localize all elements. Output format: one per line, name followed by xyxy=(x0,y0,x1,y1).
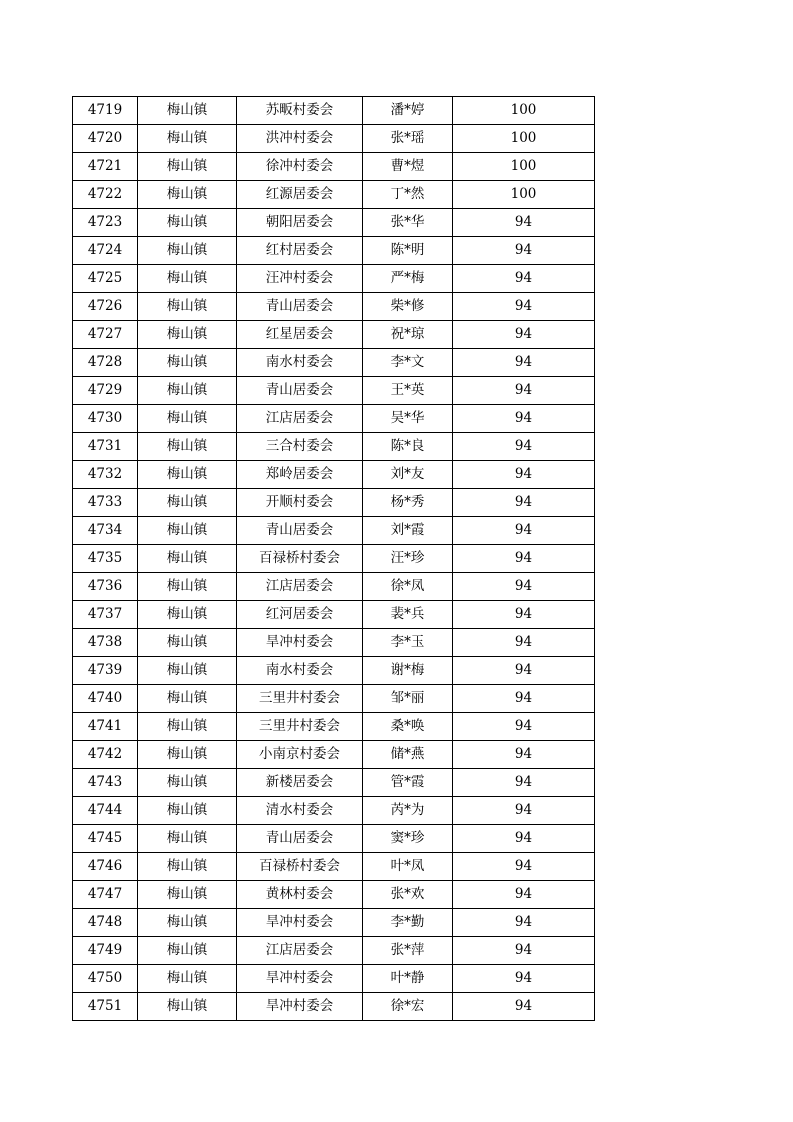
person-name-cell: 张*萍 xyxy=(363,937,453,965)
row-number-cell: 4733 xyxy=(73,489,138,517)
town-cell: 梅山镇 xyxy=(138,265,237,293)
table-row xyxy=(73,517,595,545)
committee-cell: 青山居委会 xyxy=(237,377,363,405)
table-row xyxy=(73,601,595,629)
table-row xyxy=(73,685,595,713)
person-name-cell: 叶*静 xyxy=(363,965,453,993)
amount-cell: 94 xyxy=(453,209,595,237)
amount-cell: 94 xyxy=(453,433,595,461)
town-cell: 梅山镇 xyxy=(138,573,237,601)
record-table xyxy=(72,96,595,1021)
row-number-cell: 4722 xyxy=(73,181,138,209)
town-cell: 梅山镇 xyxy=(138,405,237,433)
committee-cell: 南水村委会 xyxy=(237,657,363,685)
table-row xyxy=(73,461,595,489)
row-number-cell: 4719 xyxy=(73,97,138,125)
row-number-cell: 4721 xyxy=(73,153,138,181)
table-row xyxy=(73,965,595,993)
town-cell: 梅山镇 xyxy=(138,433,237,461)
amount-cell: 94 xyxy=(453,853,595,881)
row-number-cell: 4739 xyxy=(73,657,138,685)
committee-cell: 青山居委会 xyxy=(237,825,363,853)
person-name-cell: 潘*婷 xyxy=(363,97,453,125)
row-number-cell: 4736 xyxy=(73,573,138,601)
amount-cell: 94 xyxy=(453,797,595,825)
row-number-cell: 4730 xyxy=(73,405,138,433)
amount-cell: 94 xyxy=(453,993,595,1021)
town-cell: 梅山镇 xyxy=(138,713,237,741)
person-name-cell: 张*瑶 xyxy=(363,125,453,153)
person-name-cell: 曹*煜 xyxy=(363,153,453,181)
table-row xyxy=(73,657,595,685)
table-row xyxy=(73,293,595,321)
amount-cell: 100 xyxy=(453,153,595,181)
row-number-cell: 4749 xyxy=(73,937,138,965)
committee-cell: 黄林村委会 xyxy=(237,881,363,909)
amount-cell: 94 xyxy=(453,629,595,657)
town-cell: 梅山镇 xyxy=(138,209,237,237)
person-name-cell: 徐*凤 xyxy=(363,573,453,601)
town-cell: 梅山镇 xyxy=(138,489,237,517)
committee-cell: 百禄桥村委会 xyxy=(237,545,363,573)
town-cell: 梅山镇 xyxy=(138,853,237,881)
table-row xyxy=(73,909,595,937)
table-row xyxy=(73,237,595,265)
committee-cell: 红村居委会 xyxy=(237,237,363,265)
committee-cell: 江店居委会 xyxy=(237,937,363,965)
committee-cell: 三里井村委会 xyxy=(237,713,363,741)
amount-cell: 100 xyxy=(453,181,595,209)
amount-cell: 94 xyxy=(453,293,595,321)
amount-cell: 94 xyxy=(453,265,595,293)
row-number-cell: 4743 xyxy=(73,769,138,797)
committee-cell: 红源居委会 xyxy=(237,181,363,209)
town-cell: 梅山镇 xyxy=(138,349,237,377)
row-number-cell: 4744 xyxy=(73,797,138,825)
table-row xyxy=(73,489,595,517)
table-row xyxy=(73,993,595,1021)
person-name-cell: 刘*友 xyxy=(363,461,453,489)
row-number-cell: 4751 xyxy=(73,993,138,1021)
table-row xyxy=(73,937,595,965)
person-name-cell: 邹*丽 xyxy=(363,685,453,713)
row-number-cell: 4728 xyxy=(73,349,138,377)
committee-cell: 郑岭居委会 xyxy=(237,461,363,489)
record-table-body xyxy=(73,97,595,1021)
town-cell: 梅山镇 xyxy=(138,657,237,685)
town-cell: 梅山镇 xyxy=(138,377,237,405)
person-name-cell: 李*玉 xyxy=(363,629,453,657)
amount-cell: 94 xyxy=(453,573,595,601)
town-cell: 梅山镇 xyxy=(138,937,237,965)
table-row xyxy=(73,825,595,853)
committee-cell: 旱冲村委会 xyxy=(237,993,363,1021)
table-row xyxy=(73,377,595,405)
row-number-cell: 4727 xyxy=(73,321,138,349)
row-number-cell: 4735 xyxy=(73,545,138,573)
committee-cell: 江店居委会 xyxy=(237,573,363,601)
person-name-cell: 李*文 xyxy=(363,349,453,377)
amount-cell: 94 xyxy=(453,321,595,349)
committee-cell: 洪冲村委会 xyxy=(237,125,363,153)
person-name-cell: 张*华 xyxy=(363,209,453,237)
committee-cell: 南水村委会 xyxy=(237,349,363,377)
row-number-cell: 4741 xyxy=(73,713,138,741)
amount-cell: 94 xyxy=(453,237,595,265)
table-row xyxy=(73,181,595,209)
town-cell: 梅山镇 xyxy=(138,601,237,629)
amount-cell: 94 xyxy=(453,405,595,433)
table-row xyxy=(73,433,595,461)
person-name-cell: 王*英 xyxy=(363,377,453,405)
person-name-cell: 张*欢 xyxy=(363,881,453,909)
table-row xyxy=(73,405,595,433)
person-name-cell: 储*燕 xyxy=(363,741,453,769)
amount-cell: 94 xyxy=(453,377,595,405)
row-number-cell: 4746 xyxy=(73,853,138,881)
person-name-cell: 徐*宏 xyxy=(363,993,453,1021)
amount-cell: 94 xyxy=(453,825,595,853)
committee-cell: 清水村委会 xyxy=(237,797,363,825)
committee-cell: 徐冲村委会 xyxy=(237,153,363,181)
row-number-cell: 4720 xyxy=(73,125,138,153)
committee-cell: 青山居委会 xyxy=(237,293,363,321)
committee-cell: 旱冲村委会 xyxy=(237,629,363,657)
amount-cell: 94 xyxy=(453,685,595,713)
table-row xyxy=(73,349,595,377)
amount-cell: 94 xyxy=(453,881,595,909)
committee-cell: 苏畈村委会 xyxy=(237,97,363,125)
row-number-cell: 4729 xyxy=(73,377,138,405)
amount-cell: 94 xyxy=(453,937,595,965)
table-row xyxy=(73,769,595,797)
town-cell: 梅山镇 xyxy=(138,685,237,713)
committee-cell: 汪冲村委会 xyxy=(237,265,363,293)
town-cell: 梅山镇 xyxy=(138,545,237,573)
amount-cell: 94 xyxy=(453,713,595,741)
table-row xyxy=(73,153,595,181)
row-number-cell: 4726 xyxy=(73,293,138,321)
person-name-cell: 丁*然 xyxy=(363,181,453,209)
committee-cell: 开顺村委会 xyxy=(237,489,363,517)
row-number-cell: 4747 xyxy=(73,881,138,909)
row-number-cell: 4748 xyxy=(73,909,138,937)
town-cell: 梅山镇 xyxy=(138,741,237,769)
committee-cell: 江店居委会 xyxy=(237,405,363,433)
committee-cell: 百禄桥村委会 xyxy=(237,853,363,881)
town-cell: 梅山镇 xyxy=(138,517,237,545)
row-number-cell: 4725 xyxy=(73,265,138,293)
person-name-cell: 管*霞 xyxy=(363,769,453,797)
row-number-cell: 4745 xyxy=(73,825,138,853)
town-cell: 梅山镇 xyxy=(138,825,237,853)
amount-cell: 100 xyxy=(453,125,595,153)
table-row xyxy=(73,797,595,825)
town-cell: 梅山镇 xyxy=(138,181,237,209)
amount-cell: 94 xyxy=(453,489,595,517)
table-row xyxy=(73,713,595,741)
committee-cell: 青山居委会 xyxy=(237,517,363,545)
amount-cell: 94 xyxy=(453,461,595,489)
row-number-cell: 4742 xyxy=(73,741,138,769)
town-cell: 梅山镇 xyxy=(138,769,237,797)
committee-cell: 朝阳居委会 xyxy=(237,209,363,237)
person-name-cell: 柴*修 xyxy=(363,293,453,321)
committee-cell: 旱冲村委会 xyxy=(237,909,363,937)
amount-cell: 94 xyxy=(453,909,595,937)
person-name-cell: 陈*明 xyxy=(363,237,453,265)
committee-cell: 新楼居委会 xyxy=(237,769,363,797)
town-cell: 梅山镇 xyxy=(138,965,237,993)
town-cell: 梅山镇 xyxy=(138,993,237,1021)
person-name-cell: 李*勤 xyxy=(363,909,453,937)
row-number-cell: 4724 xyxy=(73,237,138,265)
amount-cell: 94 xyxy=(453,657,595,685)
person-name-cell: 刘*霞 xyxy=(363,517,453,545)
amount-cell: 94 xyxy=(453,741,595,769)
row-number-cell: 4750 xyxy=(73,965,138,993)
amount-cell: 94 xyxy=(453,545,595,573)
table-row xyxy=(73,209,595,237)
person-name-cell: 叶*凤 xyxy=(363,853,453,881)
person-name-cell: 谢*梅 xyxy=(363,657,453,685)
person-name-cell: 杨*秀 xyxy=(363,489,453,517)
town-cell: 梅山镇 xyxy=(138,797,237,825)
committee-cell: 小南京村委会 xyxy=(237,741,363,769)
table-row xyxy=(73,321,595,349)
person-name-cell: 裴*兵 xyxy=(363,601,453,629)
town-cell: 梅山镇 xyxy=(138,629,237,657)
person-name-cell: 芮*为 xyxy=(363,797,453,825)
town-cell: 梅山镇 xyxy=(138,909,237,937)
amount-cell: 94 xyxy=(453,769,595,797)
committee-cell: 三里井村委会 xyxy=(237,685,363,713)
row-number-cell: 4734 xyxy=(73,517,138,545)
person-name-cell: 桑*唤 xyxy=(363,713,453,741)
table-row xyxy=(73,545,595,573)
amount-cell: 94 xyxy=(453,601,595,629)
committee-cell: 三合村委会 xyxy=(237,433,363,461)
table-row xyxy=(73,97,595,125)
town-cell: 梅山镇 xyxy=(138,293,237,321)
town-cell: 梅山镇 xyxy=(138,881,237,909)
town-cell: 梅山镇 xyxy=(138,97,237,125)
town-cell: 梅山镇 xyxy=(138,153,237,181)
town-cell: 梅山镇 xyxy=(138,321,237,349)
person-name-cell: 汪*珍 xyxy=(363,545,453,573)
table-row xyxy=(73,629,595,657)
person-name-cell: 严*梅 xyxy=(363,265,453,293)
row-number-cell: 4732 xyxy=(73,461,138,489)
person-name-cell: 祝*琼 xyxy=(363,321,453,349)
amount-cell: 94 xyxy=(453,965,595,993)
town-cell: 梅山镇 xyxy=(138,237,237,265)
person-name-cell: 吴*华 xyxy=(363,405,453,433)
table-row xyxy=(73,741,595,769)
table-row xyxy=(73,573,595,601)
person-name-cell: 陈*良 xyxy=(363,433,453,461)
row-number-cell: 4738 xyxy=(73,629,138,657)
row-number-cell: 4737 xyxy=(73,601,138,629)
table-row xyxy=(73,265,595,293)
row-number-cell: 4723 xyxy=(73,209,138,237)
committee-cell: 红河居委会 xyxy=(237,601,363,629)
committee-cell: 红星居委会 xyxy=(237,321,363,349)
town-cell: 梅山镇 xyxy=(138,461,237,489)
table-row xyxy=(73,125,595,153)
row-number-cell: 4731 xyxy=(73,433,138,461)
committee-cell: 旱冲村委会 xyxy=(237,965,363,993)
town-cell: 梅山镇 xyxy=(138,125,237,153)
amount-cell: 94 xyxy=(453,517,595,545)
table-row xyxy=(73,853,595,881)
table-row xyxy=(73,881,595,909)
person-name-cell: 窦*珍 xyxy=(363,825,453,853)
amount-cell: 94 xyxy=(453,349,595,377)
row-number-cell: 4740 xyxy=(73,685,138,713)
amount-cell: 100 xyxy=(453,97,595,125)
